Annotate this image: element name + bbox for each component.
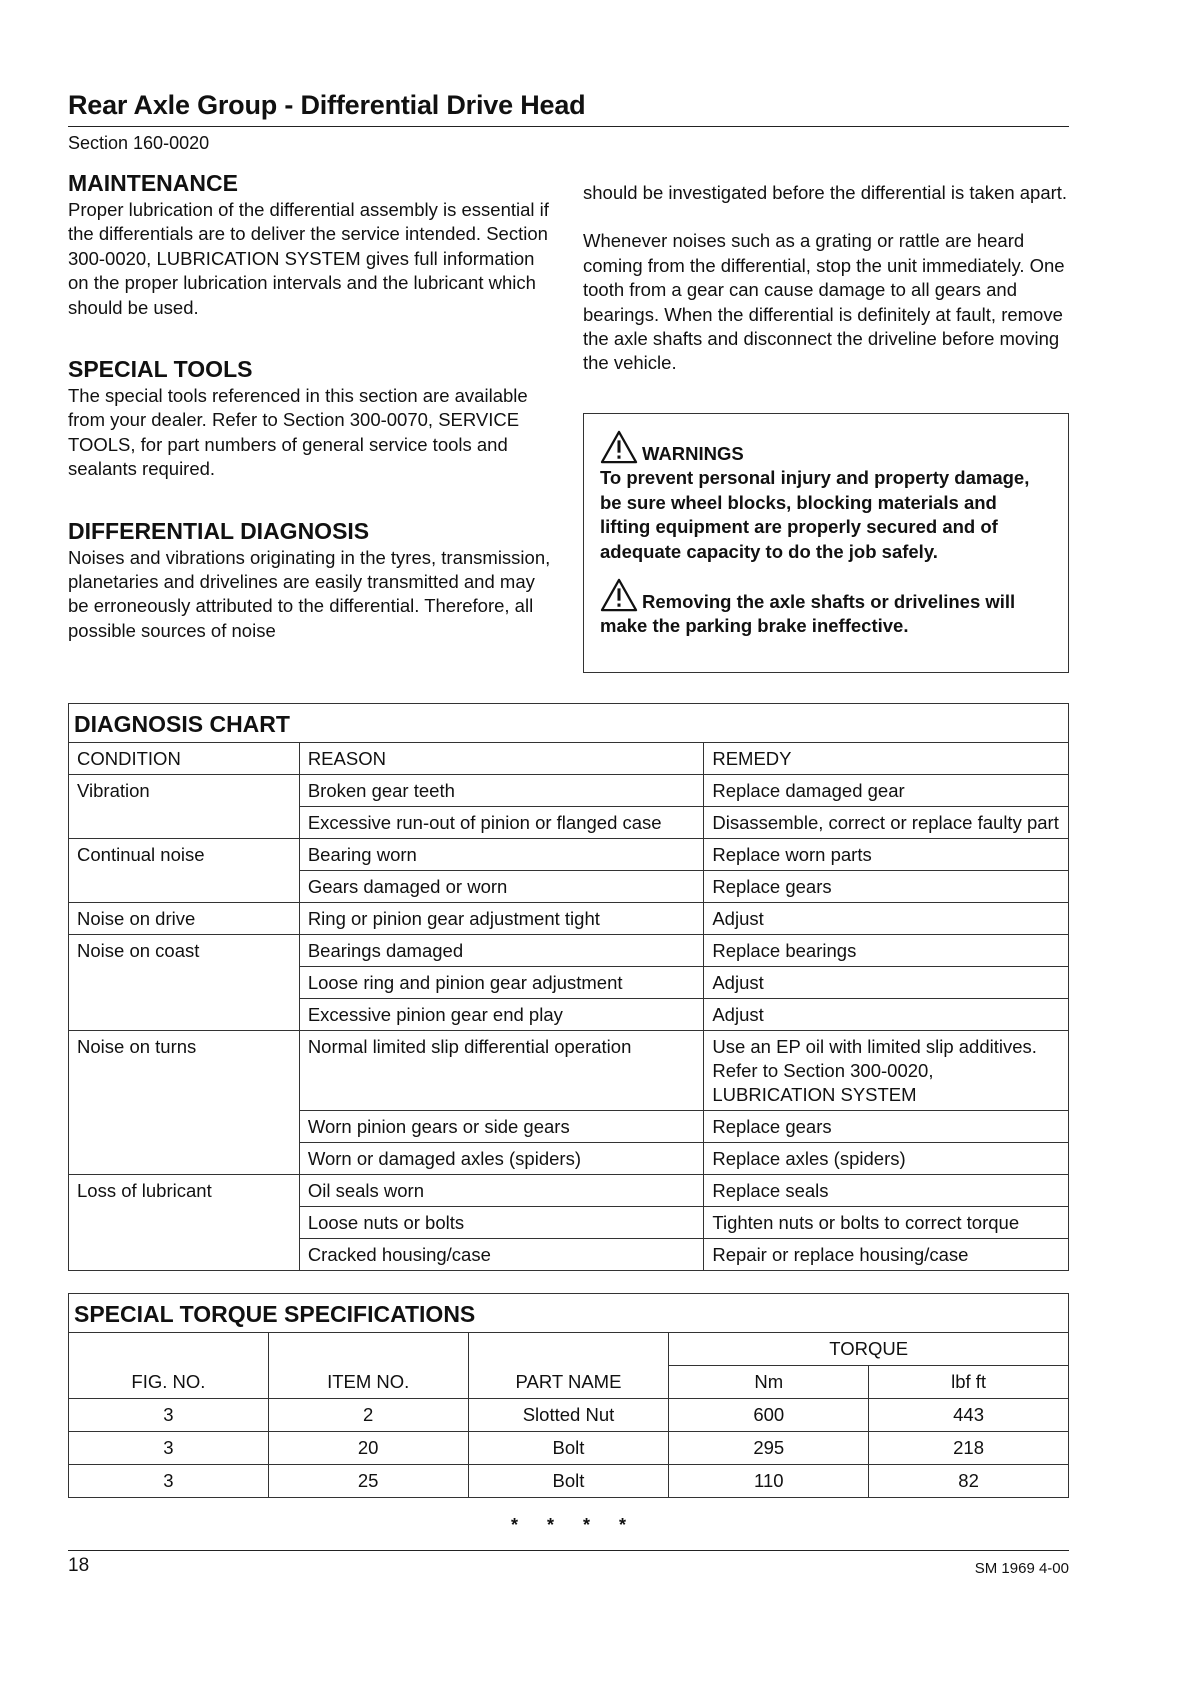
warning-block-2 bbox=[600, 578, 1052, 639]
diagnosis-chart-title: DIAGNOSIS CHART bbox=[69, 704, 1069, 743]
column-group-torque: TORQUE bbox=[669, 1333, 1069, 1366]
remedy-cell: Replace worn parts bbox=[704, 839, 1069, 871]
remedy-cell: Replace damaged gear bbox=[704, 775, 1069, 807]
left-column bbox=[68, 168, 552, 643]
right-column bbox=[583, 181, 1071, 376]
reason-cell: Bearing worn bbox=[299, 839, 704, 871]
remedy-cell: Replace seals bbox=[704, 1175, 1069, 1207]
reason-cell: Cracked housing/case bbox=[299, 1239, 704, 1271]
table-header-row bbox=[69, 1333, 1069, 1366]
table-header-row bbox=[69, 743, 1069, 775]
special-tools-text: The special tools referenced in this section are available from your dealer. Refer to Section 300-0070, SERVICE TOOLS, for part numbers of general service tools and sealants required. bbox=[68, 385, 528, 480]
maintenance-heading: MAINTENANCE bbox=[68, 170, 238, 196]
column-header-reason: REASON bbox=[299, 743, 704, 775]
reason-cell: Loose ring and pinion gear adjustment bbox=[299, 967, 704, 999]
table-row bbox=[69, 935, 1069, 967]
remedy-cell: Replace bearings bbox=[704, 935, 1069, 967]
column-header-condition: CONDITION bbox=[69, 743, 300, 775]
reason-cell: Excessive pinion gear end play bbox=[299, 999, 704, 1031]
remedy-cell: Replace gears bbox=[704, 1111, 1069, 1143]
reason-cell: Ring or pinion gear adjustment tight bbox=[299, 903, 704, 935]
part-cell: Slotted Nut bbox=[468, 1399, 669, 1432]
page-number: 18 bbox=[68, 1555, 90, 1576]
diagnosis-text-left: Noises and vibrations originating in the tyres, transmission, planetaries and drivelines are easily transmitted and may be erroneously attributed to the differential. Therefore, all possible sources of noise bbox=[68, 546, 551, 641]
reason-cell: Loose nuts or bolts bbox=[299, 1207, 704, 1239]
part-cell: Bolt bbox=[468, 1432, 669, 1465]
condition-cell: Loss of lubricant bbox=[69, 1175, 300, 1271]
fig-cell: 3 bbox=[69, 1432, 269, 1465]
reason-cell: Worn or damaged axles (spiders) bbox=[299, 1143, 704, 1175]
star-mark: * bbox=[510, 1515, 518, 1535]
document-code: SM 1969 4-00 bbox=[974, 1560, 1069, 1577]
condition-cell: Vibration bbox=[69, 775, 300, 839]
remedy-cell: Replace axles (spiders) bbox=[704, 1143, 1069, 1175]
differential-diagnosis-heading: DIFFERENTIAL DIAGNOSIS bbox=[68, 517, 370, 544]
table-row bbox=[69, 1031, 1069, 1111]
diagnosis-text-continued: should be investigated before the differential is taken apart. bbox=[583, 182, 1068, 203]
warning-block-1 bbox=[600, 430, 1052, 564]
reason-cell: Normal limited slip differential operation bbox=[299, 1031, 704, 1111]
page-title: Rear Axle Group - Differential Drive Head bbox=[68, 90, 586, 120]
nm-cell: 295 bbox=[669, 1432, 869, 1465]
star-mark: * bbox=[582, 1515, 590, 1535]
diagnosis-chart-table bbox=[68, 703, 1069, 1271]
warning-triangle-icon bbox=[600, 578, 638, 612]
column-header-lbf-ft: lbf ft bbox=[869, 1366, 1069, 1399]
part-cell: Bolt bbox=[468, 1465, 669, 1498]
fig-cell: 3 bbox=[69, 1399, 269, 1432]
reason-cell: Broken gear teeth bbox=[299, 775, 704, 807]
star-mark: * bbox=[618, 1515, 626, 1535]
item-cell: 25 bbox=[268, 1465, 468, 1498]
footer-divider bbox=[68, 1550, 1069, 1551]
lbf-cell: 218 bbox=[869, 1432, 1069, 1465]
warning-text-2: Removing the axle shafts or drivelines will make the parking brake ineffective. bbox=[600, 591, 1016, 637]
lbf-cell: 443 bbox=[869, 1399, 1069, 1432]
warning-triangle-icon bbox=[600, 430, 638, 464]
table-row bbox=[69, 839, 1069, 871]
item-cell: 2 bbox=[268, 1399, 468, 1432]
section-number: Section 160-0020 bbox=[68, 133, 210, 153]
reason-cell: Bearings damaged bbox=[299, 935, 704, 967]
table-row bbox=[69, 775, 1069, 807]
table-row bbox=[69, 1175, 1069, 1207]
condition-cell: Noise on drive bbox=[69, 903, 300, 935]
warnings-heading: WARNINGS bbox=[642, 443, 744, 464]
condition-cell: Noise on turns bbox=[69, 1031, 300, 1175]
remedy-cell: Use an EP oil with limited slip additives. Refer to Section 300-0020, LUBRICATION SYSTEM bbox=[704, 1031, 1069, 1111]
column-header-part-name: PART NAME bbox=[468, 1333, 669, 1399]
warning-text-1: To prevent personal injury and property damage, be sure wheel blocks, blocking materials and lifting equipment are properly secured and of adequate capacity to do the job safely. bbox=[600, 467, 1030, 562]
torque-table-title: SPECIAL TORQUE SPECIFICATIONS bbox=[69, 1294, 1069, 1333]
column-header-remedy: REMEDY bbox=[704, 743, 1069, 775]
torque-spec-table bbox=[68, 1293, 1069, 1498]
reason-cell: Excessive run-out of pinion or flanged case bbox=[299, 807, 704, 839]
condition-cell: Continual noise bbox=[69, 839, 300, 903]
lbf-cell: 82 bbox=[869, 1465, 1069, 1498]
column-header-nm: Nm bbox=[669, 1366, 869, 1399]
table-row bbox=[69, 903, 1069, 935]
special-tools-heading: SPECIAL TOOLS bbox=[68, 356, 253, 383]
nm-cell: 600 bbox=[669, 1399, 869, 1432]
fig-cell: 3 bbox=[69, 1465, 269, 1498]
item-cell: 20 bbox=[268, 1432, 468, 1465]
remedy-cell: Repair or replace housing/case bbox=[704, 1239, 1069, 1271]
column-header-fig-no: FIG. NO. bbox=[69, 1333, 269, 1399]
nm-cell: 110 bbox=[669, 1465, 869, 1498]
end-of-section-stars bbox=[68, 1515, 1069, 1536]
condition-cell: Noise on coast bbox=[69, 935, 300, 1031]
remedy-cell: Replace gears bbox=[704, 871, 1069, 903]
remedy-cell: Disassemble, correct or replace faulty part bbox=[704, 807, 1069, 839]
remedy-cell: Adjust bbox=[704, 967, 1069, 999]
reason-cell: Gears damaged or worn bbox=[299, 871, 704, 903]
star-mark: * bbox=[546, 1515, 554, 1535]
table-row bbox=[69, 1399, 1069, 1432]
maintenance-text: Proper lubrication of the differential assembly is essential if the differentials are to deliver the service intended. Section 300-0020, LUBRICATION SYSTEM gives full information on the proper lubrication intervals and the lubricant which should be used. bbox=[68, 199, 549, 318]
reason-cell: Oil seals worn bbox=[299, 1175, 704, 1207]
diagnosis-text-noise: Whenever noises such as a grating or rattle are heard coming from the differential, stop the unit immediately. One tooth from a gear can cause damage to all gears and bearings. When the differential is definitely at fault, remove the axle shafts and disconnect the driveline before moving the vehicle. bbox=[583, 230, 1065, 374]
table-row bbox=[69, 1465, 1069, 1498]
remedy-cell: Adjust bbox=[704, 999, 1069, 1031]
title-divider bbox=[68, 126, 1069, 127]
warnings-box bbox=[583, 413, 1069, 673]
column-header-item-no: ITEM NO. bbox=[268, 1333, 468, 1399]
table-row bbox=[69, 1432, 1069, 1465]
reason-cell: Worn pinion gears or side gears bbox=[299, 1111, 704, 1143]
remedy-cell: Tighten nuts or bolts to correct torque bbox=[704, 1207, 1069, 1239]
remedy-cell: Adjust bbox=[704, 903, 1069, 935]
